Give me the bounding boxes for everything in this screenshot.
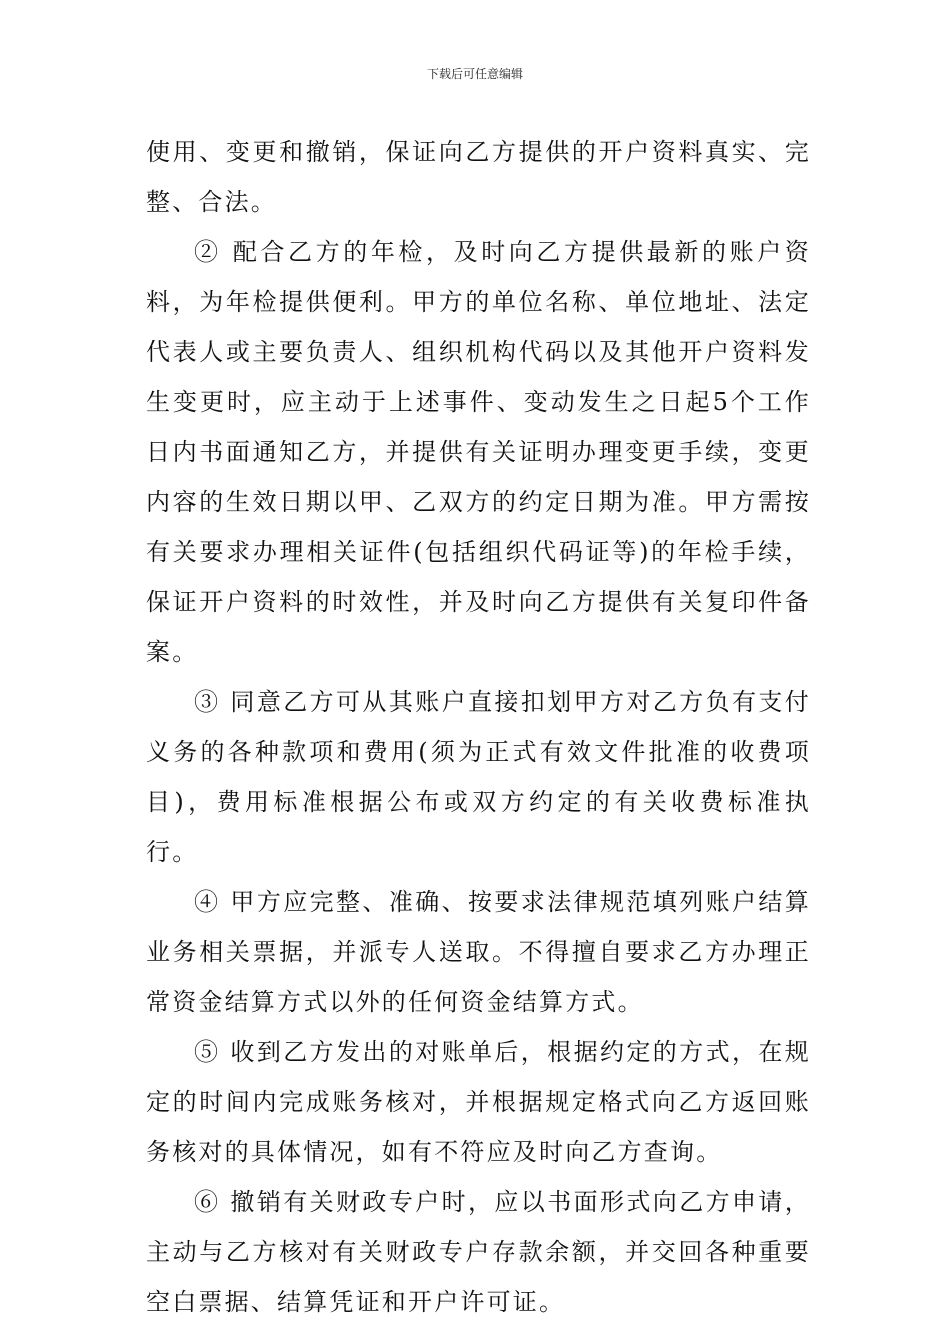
paragraph-item-5: ⑤ 收到乙方发出的对账单后，根据约定的方式，在规定的时间内完成账务核对，并根据规定格式向乙方返回账务核对的具体情况，如有不符应及时向乙方查询。 xyxy=(146,1038,811,1166)
document-body xyxy=(146,127,811,1327)
paragraph-item-2: ② 配合乙方的年检，及时向乙方提供最新的账户资料，为年检提供便利。甲方的单位名称、单位地址、法定代表人或主要负责人、组织机构代码以及其他开户资料发生变更时，应主动于上述事件、变动发生之日起5个工作日内书面通知乙方，并提供有关证明办理变更手续，变更内容的生效日期以甲、乙双方的约定日期为准。甲方需按有关要求办理相关证件(包括组织代码证等)的年检手续，保证开户资料的时效性，并及时向乙方提供有关复印件备案。 xyxy=(146,238,811,666)
page-header: 下载后可任意编辑 xyxy=(426,67,523,81)
paragraph-item-3: ③ 同意乙方可从其账户直接扣划甲方对乙方负有支付义务的各种款项和费用(须为正式有效文件批准的收费项目)，费用标准根据公布或双方约定的有关收费标准执行。 xyxy=(146,688,811,866)
paragraph-item-4: ④ 甲方应完整、准确、按要求法律规范填列账户结算业务相关票据，并派专人送取。不得擅自要求乙方办理正常资金结算方式以外的任何资金结算方式。 xyxy=(146,888,811,1016)
paragraph-continuation: 使用、变更和撤销，保证向乙方提供的开户资料真实、完整、合法。 xyxy=(146,138,811,216)
paragraph-item-6: ⑥ 撤销有关财政专户时，应以书面形式向乙方申请，主动与乙方核对有关财政专户存款余额，并交回各种重要空白票据、结算凭证和开户许可证。 xyxy=(146,1188,811,1316)
